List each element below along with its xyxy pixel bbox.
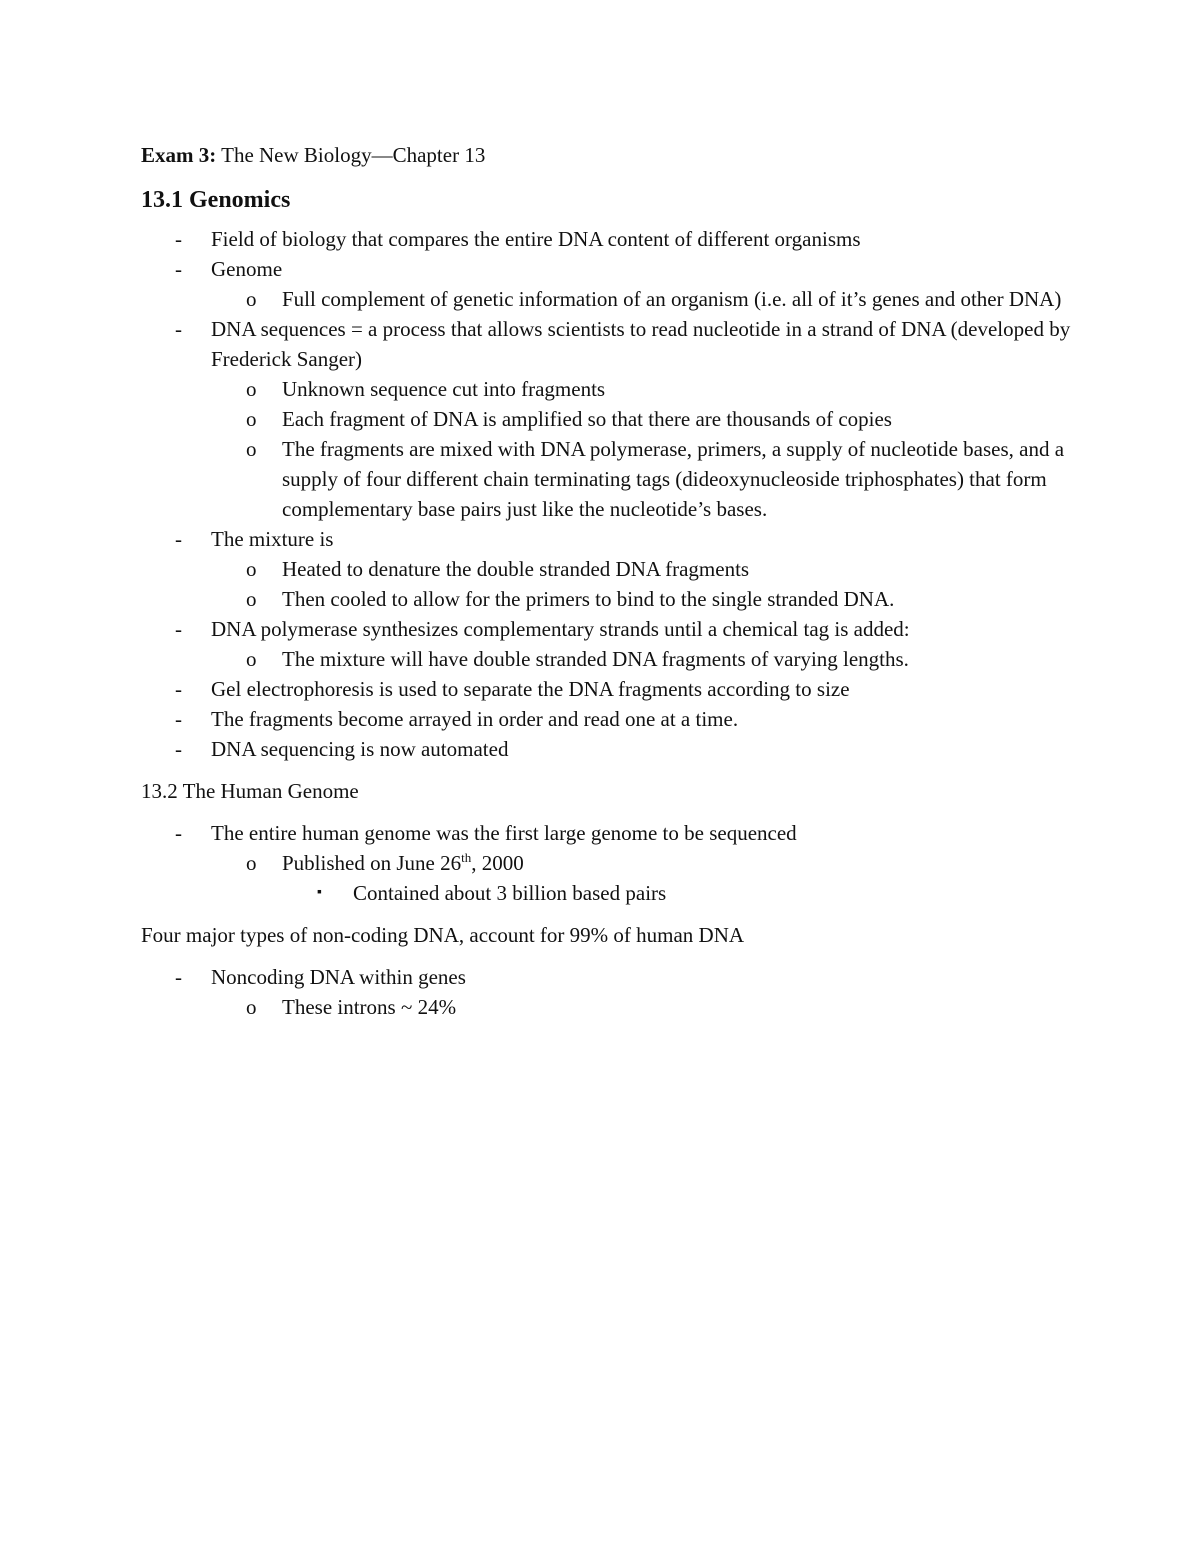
noncoding-intro: Four major types of non-coding DNA, account for 99% of human DNA xyxy=(141,923,745,947)
list-item xyxy=(141,254,1081,284)
circle-bullet-icon: o xyxy=(246,407,257,431)
circle-bullet-icon: o xyxy=(246,851,257,875)
dash-bullet-icon: - xyxy=(175,707,182,731)
noncoding-list xyxy=(141,962,1081,1022)
exam-label: Exam 3: xyxy=(141,143,217,167)
circle-bullet-icon: o xyxy=(246,647,257,671)
list-item-text: Contained about 3 billion based pairs xyxy=(353,881,667,905)
section-heading-human-genome: 13.2 The Human Genome xyxy=(141,779,359,803)
list-item xyxy=(141,734,1081,764)
list-item-text: Unknown sequence cut into fragments xyxy=(282,377,606,401)
list-item xyxy=(141,704,1081,734)
dash-bullet-icon: - xyxy=(175,821,182,845)
list-item-text: Noncoding DNA within genes xyxy=(211,965,466,989)
list-item-text: The fragments are mixed with DNA polymerase, primers, a supply of nucleotide bases, and a supply of four different chain terminating tags (dideoxynucleoside triphosphates) that form complementary base pairs just like the nucleotide’s bases. xyxy=(282,437,1065,521)
list-item xyxy=(141,848,1081,878)
list-item-text: The fragments become arrayed in order and read one at a time. xyxy=(211,707,739,731)
list-item xyxy=(141,524,1081,554)
list-item xyxy=(141,374,1081,404)
circle-bullet-icon: o xyxy=(246,437,257,461)
circle-bullet-icon: o xyxy=(246,995,257,1019)
exam-title xyxy=(141,140,1081,170)
circle-bullet-icon: o xyxy=(246,557,257,581)
list-item xyxy=(141,584,1081,614)
list-item-text: The mixture is xyxy=(211,527,334,551)
list-item xyxy=(141,674,1081,704)
list-item xyxy=(141,404,1081,434)
list-item xyxy=(141,284,1081,314)
list-item-text: DNA sequences = a process that allows scientists to read nucleotide in a strand of DNA (developed by Frederick Sanger) xyxy=(211,317,1071,371)
circle-bullet-icon: o xyxy=(246,377,257,401)
list-item xyxy=(141,878,1081,908)
list-item-text: DNA sequencing is now automated xyxy=(211,737,509,761)
list-item xyxy=(141,434,1081,524)
list-item xyxy=(141,962,1081,992)
list-item-text xyxy=(282,848,1081,878)
published-text: Published on June 26 xyxy=(282,851,462,875)
dash-bullet-icon: - xyxy=(175,965,182,989)
list-item xyxy=(141,614,1081,644)
list-item xyxy=(141,992,1081,1022)
list-item-text: Heated to denature the double stranded DNA fragments xyxy=(282,557,750,581)
dash-bullet-icon: - xyxy=(175,677,182,701)
list-item-text: Then cooled to allow for the primers to bind to the single stranded DNA. xyxy=(282,587,895,611)
dash-bullet-icon: - xyxy=(175,737,182,761)
circle-bullet-icon: o xyxy=(246,287,257,311)
document-page xyxy=(141,140,1081,1022)
ordinal-superscript: th xyxy=(461,850,472,865)
list-item-text: Gel electrophoresis is used to separate the DNA fragments according to size xyxy=(211,677,850,701)
list-item xyxy=(141,224,1081,254)
dash-bullet-icon: - xyxy=(175,527,182,551)
list-item-text: The entire human genome was the first large genome to be sequenced xyxy=(211,821,797,845)
published-year: , 2000 xyxy=(471,851,524,875)
dash-bullet-icon: - xyxy=(175,617,182,641)
list-item-text: DNA polymerase synthesizes complementary strands until a chemical tag is added: xyxy=(211,617,910,641)
human-genome-list xyxy=(141,818,1081,908)
dash-bullet-icon: - xyxy=(175,317,182,341)
list-item xyxy=(141,314,1081,374)
dash-bullet-icon: - xyxy=(175,227,182,251)
list-item xyxy=(141,554,1081,584)
list-item-text: These introns ~ 24% xyxy=(282,995,457,1019)
list-item xyxy=(141,818,1081,848)
dash-bullet-icon: - xyxy=(175,257,182,281)
circle-bullet-icon: o xyxy=(246,587,257,611)
square-bullet-icon: ▪ xyxy=(317,885,322,900)
section-heading-genomics: 13.1 Genomics xyxy=(141,187,291,213)
list-item-text: The mixture will have double stranded DNA fragments of varying lengths. xyxy=(282,647,909,671)
list-item-text: Field of biology that compares the entire DNA content of different organisms xyxy=(211,227,861,251)
list-item xyxy=(141,644,1081,674)
list-item-text: Genome xyxy=(211,257,283,281)
list-item-text: Each fragment of DNA is amplified so that there are thousands of copies xyxy=(282,407,892,431)
exam-title-text: The New Biology—Chapter 13 xyxy=(216,143,486,167)
list-item-text: Full complement of genetic information of an organism (i.e. all of it’s genes and other DNA) xyxy=(282,287,1062,311)
genomics-list xyxy=(141,224,1081,764)
